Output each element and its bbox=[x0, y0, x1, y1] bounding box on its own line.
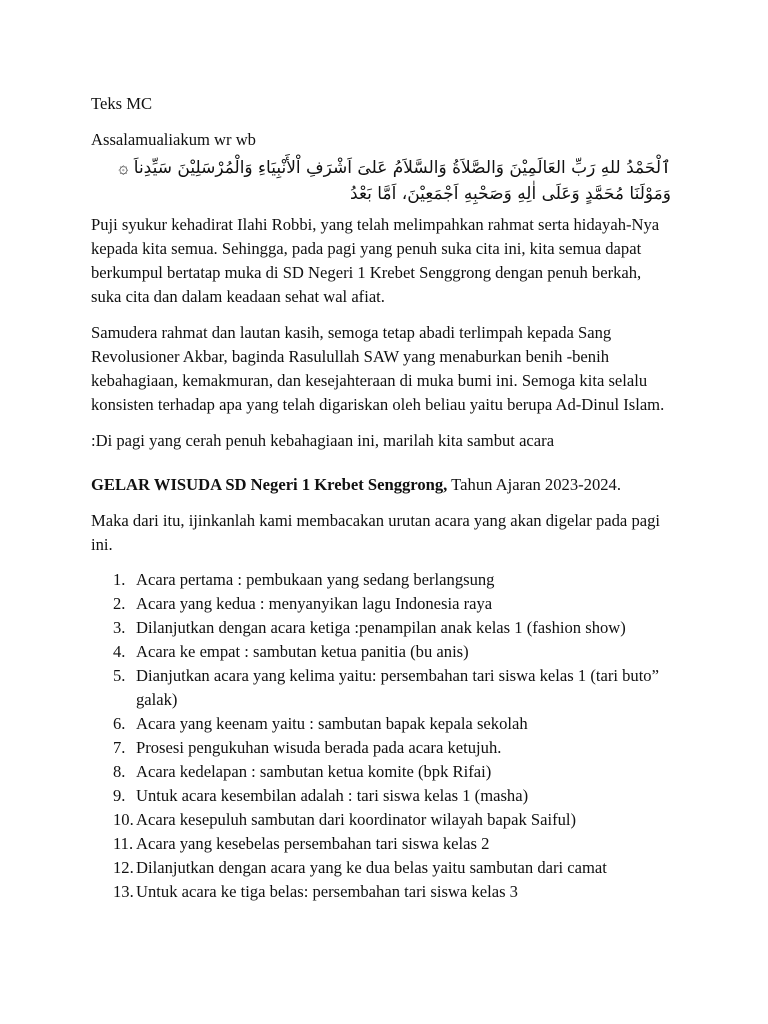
list-item-text: Dilanjutkan dengan acara yang ke dua belas yaitu sambutan dari camat bbox=[136, 858, 607, 877]
list-item-number: 10. bbox=[113, 810, 134, 829]
list-item bbox=[91, 760, 671, 784]
list-item-text: Prosesi pengukuhan wisuda berada pada acara ketujuh. bbox=[136, 738, 502, 757]
list-item bbox=[91, 568, 671, 592]
doc-title: Teks MC bbox=[91, 94, 153, 113]
paragraph-syukur: Puji syukur kehadirat Ilahi Robbi, yang telah melimpahkan rahmat serta hidayah-Nya kepada kita semua. Sehingga, pada pagi yang penuh suka cita ini, kita semua dapat berkumpul bertatap muka di SD Negeri 1 Krebet Senggrong dengan penuh berkah, suka cita dan dalam keadaan sehat wal afiat. bbox=[91, 215, 660, 306]
agenda-list bbox=[91, 568, 671, 904]
paragraph-sambut-acara: :Di pagi yang cerah penuh kebahagiaan ini, marilah kita sambut acara bbox=[91, 431, 555, 450]
list-item-number: 11. bbox=[113, 834, 134, 853]
list-item bbox=[91, 664, 671, 712]
list-item-number: 3. bbox=[113, 618, 126, 637]
list-item-number: 1. bbox=[113, 570, 126, 589]
list-item bbox=[91, 784, 671, 808]
list-item-text: Acara yang kesebelas persembahan tari siswa kelas 2 bbox=[136, 834, 490, 853]
list-item-number: 13. bbox=[113, 882, 134, 901]
list-item-text: Untuk acara ke tiga belas: persembahan tari siswa kelas 3 bbox=[136, 882, 518, 901]
list-item-text: Untuk acara kesembilan adalah : tari siswa kelas 1 (masha) bbox=[136, 786, 529, 805]
list-item-text: Acara pertama : pembukaan yang sedang berlangsung bbox=[136, 570, 495, 589]
list-item-text: Acara yang keenam yaitu : sambutan bapak kepala sekolah bbox=[136, 714, 528, 733]
list-item-text: Acara yang kedua : menyanyikan lagu Indonesia raya bbox=[136, 594, 493, 613]
list-item bbox=[91, 808, 671, 832]
list-item bbox=[91, 640, 671, 664]
list-item bbox=[91, 592, 671, 616]
list-item-number: 6. bbox=[113, 714, 126, 733]
list-item-text: Acara ke empat : sambutan ketua panitia (bu anis) bbox=[136, 642, 469, 661]
list-item-text: Acara kesepuluh sambutan dari koordinator wilayah bapak Saiful) bbox=[136, 810, 577, 829]
paragraph-shalawat: Samudera rahmat dan lautan kasih, semoga tetap abadi terlimpah kepada Sang Revolusioner Akbar, baginda Rasulullah SAW yang menaburkan benih -benih kebahagiaan, kemakmuran, dan kesejahteraan di muka bumi ini. Semoga kita selalu konsisten terhadap apa yang telah digariskan oleh beliau yaitu berupa Ad-Dinul Islam. bbox=[91, 323, 665, 414]
list-item bbox=[91, 832, 671, 856]
list-item-number: 2. bbox=[113, 594, 126, 613]
list-item bbox=[91, 616, 671, 640]
list-item-number: 4. bbox=[113, 642, 126, 661]
arabic-opening bbox=[91, 155, 671, 207]
list-item bbox=[91, 880, 671, 904]
greeting: Assalamualiakum wr wb bbox=[91, 130, 256, 149]
arabic-line-2: وَمَوْلَنَا مُحَمَّدٍ وَعَلَى اٰلِهِ وَصَحْبِهِ اَجْمَعِيْنَ، اَمَّا بَعْدُ bbox=[350, 184, 671, 204]
paragraph-urutan-intro: Maka dari itu, ijinkanlah kami membacakan urutan acara yang akan digelar pada pagi ini. bbox=[91, 511, 661, 554]
list-item-text: Acara kedelapan : sambutan ketua komite (bpk Rifai) bbox=[136, 762, 492, 781]
event-title bbox=[91, 473, 671, 497]
list-item-text: Dianjutkan acara yang kelima yaitu: persembahan tari siswa kelas 1 (tari buto” galak) bbox=[136, 666, 659, 709]
list-item-number: 8. bbox=[113, 762, 126, 781]
list-item bbox=[91, 712, 671, 736]
list-item-number: 7. bbox=[113, 738, 126, 757]
list-item-number: 5. bbox=[113, 666, 126, 685]
list-item-number: 12. bbox=[113, 858, 134, 877]
list-item-text: Dilanjutkan dengan acara ketiga :penampilan anak kelas 1 (fashion show) bbox=[136, 618, 626, 637]
document-page bbox=[91, 92, 671, 904]
list-item-number: 9. bbox=[113, 786, 126, 805]
arabic-line-1: ٱلْحَمْدُ للهِ رَبِّ العَالَمِيْنَ وَالصَّلاَةُ وَالسَّلاَمُ عَلىَ اَشْرَفِ اْلأَنْبِيَاءِ وَالْمُرْسَلِيْنَ سَيِّدِناَ ۞ bbox=[118, 158, 671, 178]
list-item bbox=[91, 856, 671, 880]
list-item bbox=[91, 736, 671, 760]
event-title-bold: GELAR WISUDA SD Negeri 1 Krebet Senggrong, bbox=[91, 475, 448, 494]
event-title-year: Tahun Ajaran 2023-2024. bbox=[447, 475, 621, 494]
